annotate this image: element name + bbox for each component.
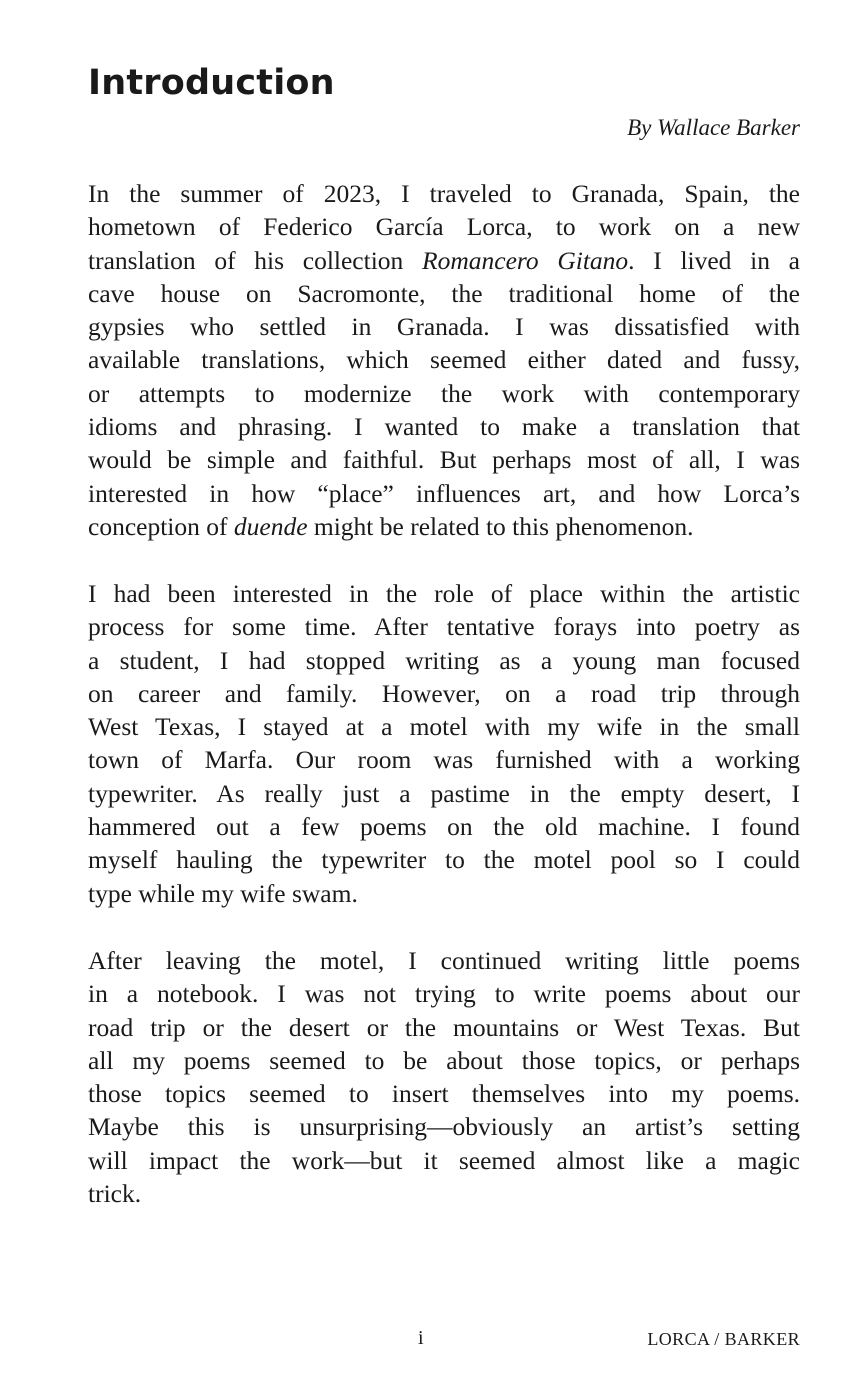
text-line xyxy=(88,743,800,776)
text-run: in a notebook. I was not trying to write poems about our xyxy=(88,979,800,1009)
text-line xyxy=(88,343,800,376)
paragraph xyxy=(88,577,800,910)
text-line xyxy=(88,777,800,810)
text-run: would be simple and faithful. But perhaps most of all, I was xyxy=(88,445,800,475)
text-run: myself hauling the typewriter to the motel pool so I could xyxy=(88,845,800,875)
text-line xyxy=(88,177,800,210)
text-run: Maybe this is unsurprising—obviously an artist’s setting xyxy=(88,1112,800,1142)
italic-term: Romancero Gitano xyxy=(422,245,629,275)
text-line xyxy=(88,210,800,243)
text-run: idioms and phrasing. I wanted to make a translation that xyxy=(88,412,800,442)
text-line xyxy=(88,1177,800,1210)
text-line xyxy=(88,877,800,910)
text-line xyxy=(88,410,800,443)
text-line xyxy=(88,310,800,343)
author-byline: By Wallace Barker xyxy=(627,115,800,140)
text-line xyxy=(88,610,800,643)
text-line xyxy=(88,843,800,876)
text-run: on career and family. However, on a road trip through xyxy=(88,678,800,708)
text-run: In the summer of 2023, I traveled to Granada, Spain, the xyxy=(88,179,800,208)
text-line xyxy=(88,443,800,476)
text-run: hometown of Federico García Lorca, to work on a new xyxy=(88,212,800,242)
text-run: translation of his collection xyxy=(88,245,423,275)
text-line xyxy=(88,377,800,410)
chapter-title: Introduction xyxy=(88,63,335,103)
text-run: or attempts to modernize the work with contemporary xyxy=(88,378,800,408)
paragraph xyxy=(88,944,800,1210)
text-run: trick. xyxy=(88,1179,142,1209)
text-run: conception of xyxy=(88,511,234,541)
text-run: those topics seemed to insert themselves into my poems. xyxy=(88,1079,800,1109)
text-line xyxy=(88,1011,800,1044)
text-run: will impact the work—but it seemed almost like a magic xyxy=(88,1145,800,1175)
italic-term: duende xyxy=(233,511,308,541)
text-run: might be related to this phenomenon. xyxy=(307,511,694,541)
text-run: hammered out a few poems on the old machine. I found xyxy=(88,812,800,842)
text-line xyxy=(88,1110,800,1143)
text-run: typewriter. As really just a pastime in the empty desert, I xyxy=(88,778,800,808)
text-line xyxy=(88,577,800,610)
text-line xyxy=(88,977,800,1010)
text-run: process for some time. After tentative forays into poetry as xyxy=(88,612,800,642)
text-line xyxy=(88,1077,800,1110)
text-run: available translations, which seemed either dated and fussy, xyxy=(88,345,800,375)
paragraph xyxy=(88,177,800,543)
text-run: . I lived in a xyxy=(628,245,800,275)
text-run: all my poems seemed to be about those topics, or perhaps xyxy=(88,1045,800,1075)
text-line xyxy=(88,277,800,310)
running-head: LORCA / BARKER xyxy=(647,1329,800,1349)
text-run: I had been interested in the role of place within the artistic xyxy=(88,579,800,608)
page-number: i xyxy=(418,1327,424,1349)
text-line xyxy=(88,1044,800,1077)
text-run: a student, I had stopped writing as a young man focused xyxy=(88,645,800,675)
text-run: type while my wife swam. xyxy=(88,878,358,908)
text-line xyxy=(88,244,800,277)
text-line xyxy=(88,510,800,543)
text-run: road trip or the desert or the mountains or West Texas. But xyxy=(88,1012,800,1042)
text-line xyxy=(88,677,800,710)
text-run: cave house on Sacromonte, the traditional home of the xyxy=(88,278,800,308)
text-line xyxy=(88,710,800,743)
text-run: interested in how “place” influences art, and how Lorca’s xyxy=(88,478,800,508)
text-line xyxy=(88,944,800,977)
text-line xyxy=(88,644,800,677)
text-run: After leaving the motel, I continued writing little poems xyxy=(88,946,800,975)
text-line xyxy=(88,477,800,510)
text-line xyxy=(88,810,800,843)
text-run: town of Marfa. Our room was furnished with a working xyxy=(88,745,800,775)
text-line xyxy=(88,1144,800,1177)
text-run: gypsies who settled in Granada. I was dissatisfied with xyxy=(88,312,800,342)
text-run: West Texas, I stayed at a motel with my wife in the small xyxy=(88,712,800,742)
